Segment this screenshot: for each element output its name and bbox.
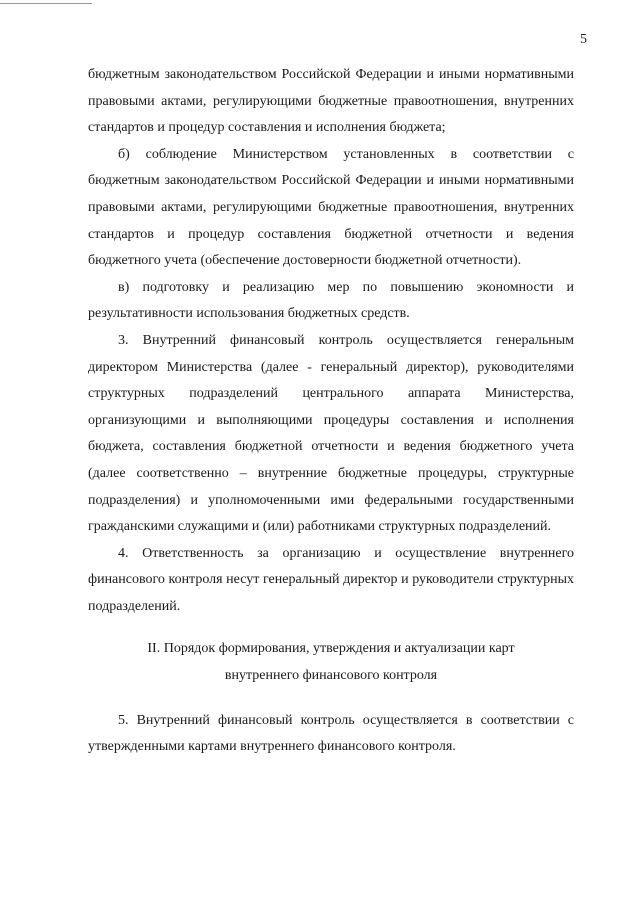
section-heading-line-2: внутреннего финансового контроля — [224, 668, 438, 684]
paragraph-clause-5: 5. Внутренний финансовый контроль осуществляется в соответствии с утвержденными картами внутреннего финансового контроля. — [88, 712, 574, 755]
scan-edge-mark — [0, 0, 92, 4]
paragraph-item-b: б) соблюдение Министерством установленных в соответствии с бюджетным законодательством Российской Федерации и иными нормативными правовыми актами, регулирующими бюджетные правоотношения, внутренних стандартов и процедур составления бюджетной отчетности и ведения бюджетного учета (обеспечение достоверности бюджетной отчетности). — [88, 146, 574, 269]
paragraph-continuation: бюджетным законодательством Российской Федерации и иными нормативными правовыми актами, регулирующими бюджетные правоотношения, внутренних стандартов и процедур составления и исполнения бюджета; — [88, 67, 574, 136]
section-heading-line-1: II. Порядок формирования, утверждения и актуализации карт — [147, 641, 515, 657]
paragraph-clause-3: 3. Внутренний финансовый контроль осуществляется генеральным директором Министерства (далее - генеральный директор), руководителями структурных подразделений центрального аппарата Министерства, организующими и выполняющими процедуры составления и исполнения бюджета, составления бюджетной отчетности и ведения бюджетного учета (далее соответственно – внутренние бюджетные процедуры, структурные подразделения) и уполномоченными ими федеральными государственными гражданскими служащими и (или) работниками структурных подразделений. — [88, 332, 574, 535]
document-body — [88, 62, 574, 761]
section-heading — [88, 636, 574, 689]
page-number: 5 — [580, 32, 587, 47]
paragraph-clause-4: 4. Ответственность за организацию и осуществление внутреннего финансового контроля несут генеральный директор и руководители структурных подразделений. — [88, 545, 574, 614]
paragraph-item-v: в) подготовку и реализацию мер по повышению экономности и результативности использования бюджетных средств. — [88, 279, 574, 322]
